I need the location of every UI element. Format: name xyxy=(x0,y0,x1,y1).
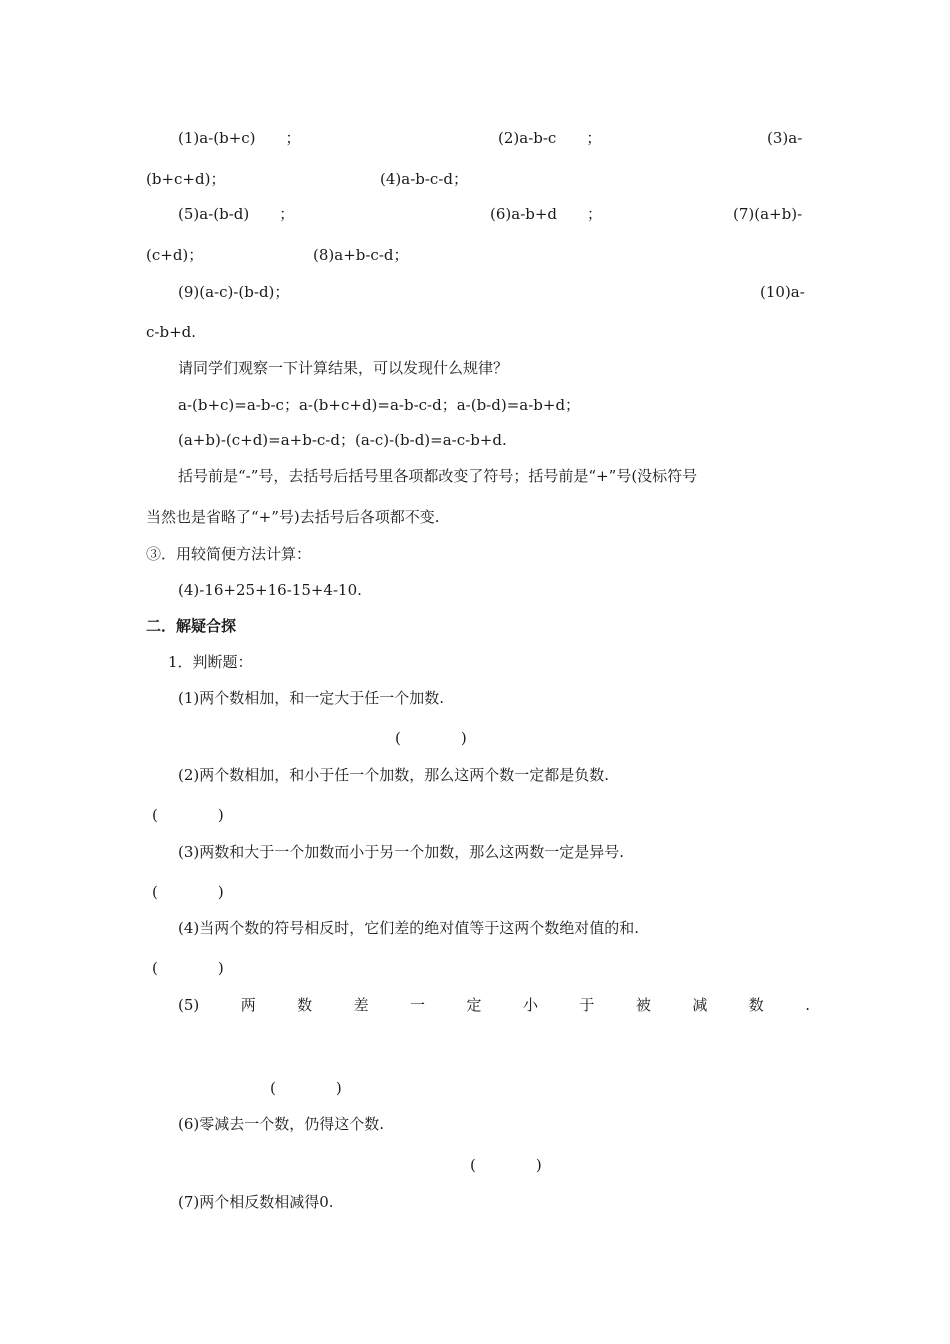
summary-line-1: 括号前是“-”号，去括号后括号里各项都改变了符号；括号前是“+”号(没标符号 xyxy=(178,467,698,485)
true-false-title: 1．判断题： xyxy=(168,653,253,671)
exercise-3-end: (b+c+d)； xyxy=(146,170,226,188)
answer-bracket-6: ( ) xyxy=(470,1156,542,1174)
summary-line-2: 当然也是省略了“+”号)去括号后各项都不变. xyxy=(146,508,440,526)
question-6: (6)零减去一个数，仍得这个数. xyxy=(178,1115,385,1133)
question-1: (1)两个数相加，和一定大于任一个加数. xyxy=(178,689,445,707)
exercise-8: (8)a+b-c-d； xyxy=(313,246,409,264)
exercise-4: (4)a-b-c-d； xyxy=(380,170,469,188)
question-5-char: . xyxy=(805,996,810,1014)
question-5-char: 小 xyxy=(522,996,538,1014)
rule-line-2: (a+b)-(c+d)=a+b-c-d；(a-c)-(b-d)=a-c-b+d. xyxy=(178,431,507,449)
question-5-char: 数 xyxy=(297,996,313,1014)
question-7: (7)两个相反数相减得0. xyxy=(178,1193,334,1211)
section-heading: 二．解疑合探 xyxy=(146,617,237,635)
question-4: (4)当两个数的符号相反时，它们差的绝对值等于这两个数绝对值的和. xyxy=(178,919,640,937)
question-5-char: 差 xyxy=(353,996,369,1014)
question-5 xyxy=(178,995,810,1015)
question-3: (3)两数和大于一个加数而小于另一个加数，那么这两数一定是异号. xyxy=(178,843,625,861)
question-5-char: 一 xyxy=(410,996,426,1014)
rule-line-1: a-(b+c)=a-b-c；a-(b+c+d)=a-b-c-d；a-(b-d)=a-b+d； xyxy=(178,396,581,414)
exercise-7-end: (c+d)； xyxy=(146,246,204,264)
exercise-9: (9)(a-c)-(b-d)； xyxy=(178,283,290,301)
exercise-10-start: (10)a- xyxy=(760,283,805,301)
exercise-2: (2)a-b-c ； xyxy=(498,129,602,147)
question-5-char: 被 xyxy=(635,996,651,1014)
exercise-10-end: c-b+d. xyxy=(146,323,197,341)
simplify-heading: ③．用较简便方法计算： xyxy=(146,545,312,563)
exercise-1: (1)a-(b+c) ； xyxy=(178,129,301,147)
exercise-7-start: (7)(a+b)- xyxy=(733,205,803,223)
exercise-3-start: (3)a- xyxy=(767,129,803,147)
question-5-char: (5) xyxy=(178,996,200,1014)
exercise-5: (5)a-(b-d) ； xyxy=(178,205,295,223)
exercise-6: (6)a-b+d ； xyxy=(490,205,603,223)
answer-bracket-5: ( ) xyxy=(270,1079,342,1097)
answer-bracket-3: ( ) xyxy=(152,883,224,901)
answer-bracket-2: ( ) xyxy=(152,806,224,824)
question-5-char: 数 xyxy=(748,996,764,1014)
question-5-char: 两 xyxy=(240,996,256,1014)
observation-question: 请同学们观察一下计算结果，可以发现什么规律？ xyxy=(178,359,509,377)
question-5-char: 定 xyxy=(466,996,482,1014)
answer-bracket-1: ( ) xyxy=(395,729,467,747)
question-5-char: 于 xyxy=(579,996,595,1014)
answer-bracket-4: ( ) xyxy=(152,959,224,977)
question-5-char: 减 xyxy=(692,996,708,1014)
question-2: (2)两个数相加，和小于任一个加数，那么这两个数一定都是负数. xyxy=(178,766,610,784)
simplify-expression: (4)-16+25+16-15+4-10. xyxy=(178,581,362,599)
